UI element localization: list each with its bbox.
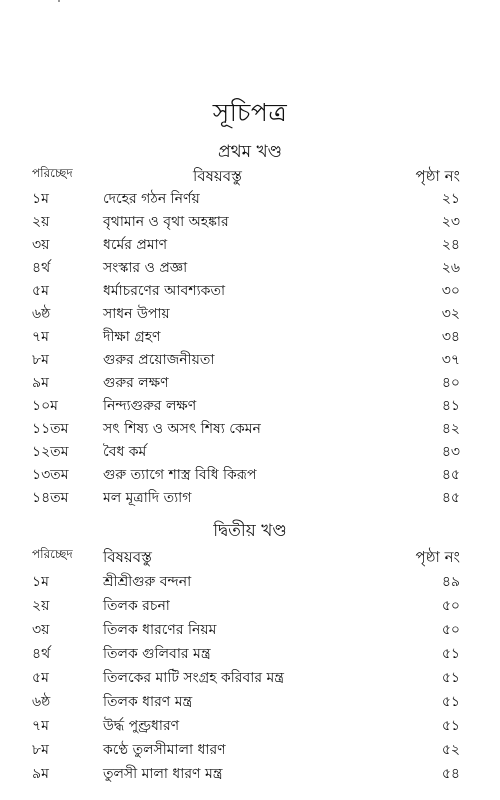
chapter-number: ৫ম (32, 283, 49, 299)
section-title-2: দ্বিতীয় খণ্ড (213, 521, 287, 541)
page-number: ৫৪ (441, 766, 460, 782)
toc-row (0, 762, 500, 784)
chapter-number: ১৪তম (32, 490, 69, 506)
chapter-number: ৮ম (32, 352, 49, 368)
page-number: ২৬ (441, 260, 460, 276)
topic-text: গুরু ত্যাগে শাস্ত্র বিধি কিরূপ (103, 467, 257, 483)
chapter-number: ১৩তম (32, 467, 69, 483)
toc-row (0, 417, 500, 439)
chapter-number: ৪র্থ (32, 260, 51, 276)
page-number: ৪১ (441, 398, 460, 414)
topic-text: বৃথামান ও বৃথা অহঙ্কার (103, 214, 229, 230)
toc-row (0, 233, 500, 255)
page-number: ৫০ (441, 598, 460, 614)
chapter-number: ৯ম (32, 766, 49, 782)
toc-row (0, 738, 500, 760)
section-1-header (0, 165, 500, 187)
topic-text: তিলক ধারণ মন্ত্র (103, 694, 193, 710)
page-number: ৪৯ (441, 574, 460, 590)
speck (58, 0, 60, 2)
page-number: ৩৪ (441, 329, 460, 345)
chapter-number: ৬ষ্ঠ (32, 694, 51, 710)
topic-text: তিলক গুলিবার মন্ত্র (103, 646, 211, 662)
topic-text: উর্দ্ধ পুণ্ড্রধারণ (103, 718, 180, 734)
toc-row (0, 187, 500, 209)
toc-row (0, 618, 500, 640)
topic-text: গুরুর লক্ষণ (103, 375, 169, 391)
topic-text: দীক্ষা গ্রহণ (103, 329, 161, 345)
topic-header: বিষয়বস্তু (193, 167, 242, 185)
page-number: ৪৫ (441, 490, 460, 506)
page-number: ৪৫ (441, 467, 460, 483)
toc-row (0, 256, 500, 278)
toc-row (0, 570, 500, 592)
topic-text: বৈধ কর্ম (103, 444, 147, 460)
toc-row (0, 325, 500, 347)
page-number: ২৪ (441, 237, 460, 253)
chapter-number: ২য় (32, 598, 50, 614)
topic-text: শ্রীশ্রীগুরু বন্দনা (103, 574, 192, 590)
toc-row (0, 210, 500, 232)
toc-row (0, 666, 500, 688)
toc-row (0, 302, 500, 324)
chapter-number: ৫ম (32, 670, 49, 686)
chapter-header: পরিচ্ছেদ (32, 166, 73, 180)
topic-text: ধর্মাচরণের আবশ্যকতা (103, 283, 226, 299)
page-number: ৫২ (441, 742, 460, 758)
chapter-number: ৪র্থ (32, 646, 51, 662)
page-number: ৩০ (441, 283, 460, 299)
topic-text: তিলক ধারণের নিয়ম (103, 622, 217, 638)
toc-row (0, 371, 500, 393)
page-number: ৫১ (441, 646, 460, 662)
toc-row (0, 642, 500, 664)
page-number: ৪৩ (441, 444, 460, 460)
topic-text: সাধন উপায় (103, 306, 170, 322)
topic-text: তিলক রচনা (103, 598, 170, 614)
topic-text: গুরুর প্রয়োজনীয়তা (103, 352, 215, 368)
chapter-header: পরিচ্ছেদ (32, 547, 73, 561)
chapter-number: ৩য় (32, 237, 50, 253)
chapter-number: ১১তম (32, 421, 69, 437)
page-number: ৪২ (441, 421, 460, 437)
page-header: পৃষ্ঠা নং (415, 548, 460, 566)
chapter-number: ৭ম (32, 329, 49, 345)
chapter-number: ১ম (32, 574, 49, 590)
chapter-number: ৮ম (32, 742, 49, 758)
chapter-number: ৩য় (32, 622, 50, 638)
toc-row (0, 348, 500, 370)
topic-text: নিন্দ্যগুরুর লক্ষণ (103, 398, 197, 414)
toc-row (0, 440, 500, 462)
page-number: ৫১ (441, 694, 460, 710)
topic-text: সৎ শিষ্য ও অসৎ শিষ্য কেমন (103, 421, 261, 437)
page-number: ২৩ (441, 214, 460, 230)
topic-text: সংস্কার ও প্রজ্ঞা (103, 260, 188, 276)
toc-row (0, 394, 500, 416)
page-number: ৫১ (441, 670, 460, 686)
topic-text: কণ্ঠে তুলসীমালা ধারণ (103, 742, 226, 758)
chapter-number: ১ম (32, 191, 49, 207)
chapter-number: ৭ম (32, 718, 49, 734)
chapter-number: ১০ম (32, 398, 58, 414)
topic-text: দেহের গঠন নির্ণয় (103, 191, 200, 207)
page-number: ৫১ (441, 718, 460, 734)
toc-row (0, 486, 500, 508)
toc-row (0, 690, 500, 712)
page-number: ৩৭ (441, 352, 460, 368)
page-title: সূচিপত্র (212, 98, 288, 127)
chapter-number: ২য় (32, 214, 50, 230)
chapter-number: ১২তম (32, 444, 69, 460)
section-2-header (0, 546, 500, 568)
toc-row (0, 463, 500, 485)
chapter-number: ৯ম (32, 375, 49, 391)
toc-row (0, 594, 500, 616)
toc-row (0, 714, 500, 736)
topic-header: বিষয়বস্তু (103, 548, 152, 566)
chapter-number: ৬ষ্ঠ (32, 306, 51, 322)
page-header: পৃষ্ঠা নং (415, 167, 460, 185)
page-number: ৫০ (441, 622, 460, 638)
toc-row (0, 279, 500, 301)
topic-text: ধর্মের প্রমাণ (103, 237, 168, 253)
page-number: ৪০ (441, 375, 460, 391)
topic-text: মল মূত্রাদি ত্যাগ (103, 490, 192, 506)
topic-text: তিলকের মাটি সংগ্রহ করিবার মন্ত্র (103, 670, 284, 686)
page-number: ২১ (441, 191, 460, 207)
page-number: ৩২ (441, 306, 460, 322)
section-title-1: প্রথম খণ্ড (217, 142, 283, 162)
topic-text: তুলসী মালা ধারণ মন্ত্র (103, 766, 223, 782)
